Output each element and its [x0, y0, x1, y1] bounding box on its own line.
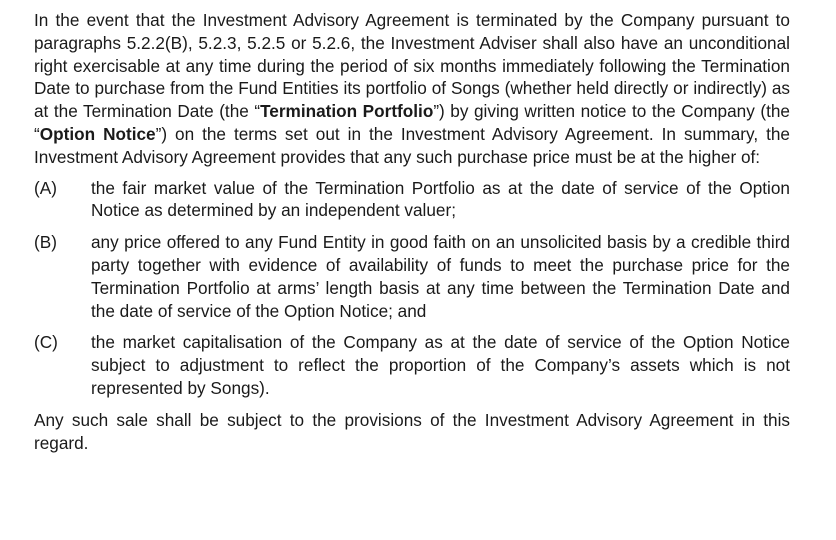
intro-text-2: ”) by giving written notice to the Company (the “: [34, 101, 790, 144]
defined-term-termination-portfolio: Termination Portfolio: [260, 101, 434, 122]
list-item-b: [34, 231, 790, 322]
intro-text-1: In the event that the Investment Advisory Agreement is terminated by the Company pursuant to paragraphs 5.2.2(B), 5.2.3, 5.2.5 or 5.2.6, the Investment Adviser shall also have an unconditional right exercisable at any time during the period of six months immediately following the Termination Date to purchase from the Fund Entities its portfolio of Songs (whether held directly or indirectly) as at the Termination Date (the “: [34, 10, 790, 122]
list-item-c: [34, 331, 790, 399]
list-item-a: [34, 177, 790, 223]
list-item-label: (A): [34, 177, 57, 198]
list-item-label: (C): [34, 332, 58, 353]
list-item-text: any price offered to any Fund Entity in good faith on an unsolicited basis by a credible third party together with evidence of availability of funds to meet the purchase price for the Termination Portfolio at arms’ length basis at any time between the Termination Date and the date of service of the Option Notice; and: [91, 232, 790, 321]
intro-text-3: ”) on the terms set out in the Investment Advisory Agreement. In summary, the Investment Advisory Agreement provides that any such purchase price must be at the higher of:: [34, 123, 790, 167]
closing-paragraph: Any such sale shall be subject to the provisions of the Investment Advisory Agreement in this regard.: [34, 409, 790, 453]
list-item-label: (B): [34, 232, 57, 253]
intro-paragraph: [34, 9, 790, 169]
defined-term-option-notice: Option Notice: [39, 123, 156, 144]
list-item-text: the market capitalisation of the Company as at the date of service of the Option Notice subject to adjustment to reflect the proportion of the Company’s assets which is not represented by Songs).: [91, 332, 790, 398]
document-body: [34, 9, 790, 454]
list-item-text: the fair market value of the Termination Portfolio as at the date of service of the Option Notice as determined by an independent valuer;: [91, 177, 790, 221]
